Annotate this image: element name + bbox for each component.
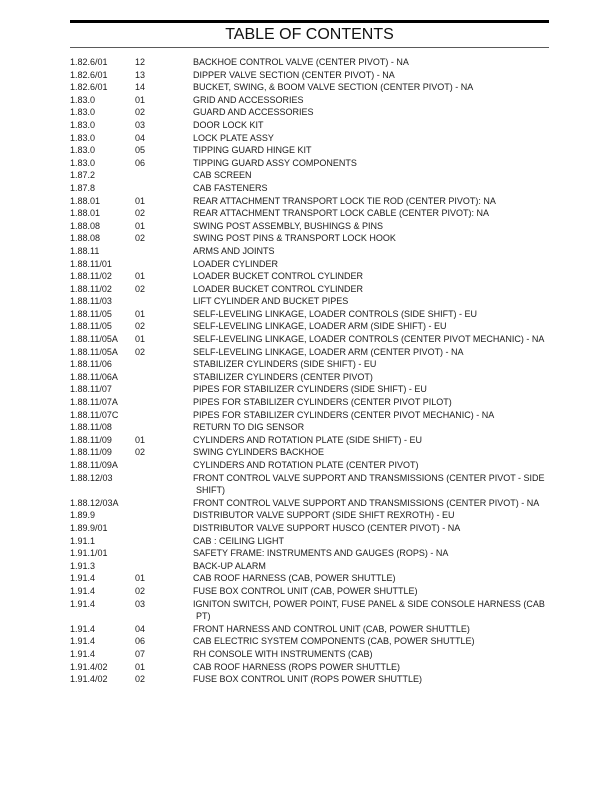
entry-description: SAFETY FRAME: INSTRUMENTS AND GAUGES (ROPS) - NA	[193, 548, 449, 559]
section-code: 1.91.1	[70, 535, 96, 546]
entry-description: DISTRIBUTOR VALVE SUPPORT HUSCO (CENTER PIVOT) - NA	[193, 522, 461, 533]
entry-description: DOOR LOCK KIT	[193, 119, 264, 130]
entry-description: SWING POST PINS & TRANSPORT LOCK HOOK	[193, 233, 396, 244]
sheet-number: 02	[135, 346, 146, 357]
toc-entry	[70, 572, 612, 585]
toc-entry	[70, 459, 612, 472]
toc-entry	[70, 195, 612, 208]
sheet-number: 03	[135, 598, 146, 609]
sheet-number: 02	[135, 674, 146, 685]
sheet-number: 04	[135, 623, 146, 634]
section-code: 1.88.11/06A	[70, 371, 118, 382]
toc-entry	[70, 106, 612, 119]
entry-description: CAB ROOF HARNESS (ROPS POWER SHUTTLE)	[193, 661, 401, 672]
sheet-number: 02	[135, 208, 146, 219]
toc-entry	[70, 547, 612, 560]
sheet-number: 03	[135, 119, 146, 130]
sheet-number: 02	[135, 447, 146, 458]
section-code: 1.88.11/03	[70, 296, 112, 307]
entry-description: PIPES FOR STABILIZER CYLINDERS (CENTER PIVOT MECHANIC) - NA	[193, 409, 495, 420]
section-code: 1.83.0	[70, 132, 96, 143]
section-code: 1.88.11/09A	[70, 460, 118, 470]
entry-description: ARMS AND JOINTS	[193, 245, 275, 256]
toc-entry	[70, 673, 612, 686]
entry-description: REAR ATTACHMENT TRANSPORT LOCK CABLE (CENTER PIVOT): NA	[193, 208, 490, 219]
toc-entry	[70, 220, 612, 233]
entry-description: RETURN TO DIG SENSOR	[193, 422, 305, 433]
sheet-number: 01	[135, 661, 146, 672]
toc-entry	[70, 81, 612, 94]
toc-entry	[70, 509, 612, 522]
section-code: 1.88.11/09	[70, 447, 112, 458]
toc-entry	[70, 56, 612, 69]
sheet-number: 07	[135, 648, 146, 659]
section-code: 1.91.4	[70, 648, 96, 659]
toc-entry	[70, 295, 612, 308]
entry-description: PIPES FOR STABILIZER CYLINDERS (CENTER PIVOT PILOT)	[193, 397, 452, 408]
section-code: 1.88.12/03	[70, 472, 113, 483]
toc-entry	[70, 409, 612, 422]
entry-description: CYLINDERS AND ROTATION PLATE (CENTER PIVOT)	[193, 460, 419, 470]
entry-description: CAB ROOF HARNESS (CAB, POWER SHUTTLE)	[193, 573, 396, 584]
toc-entry	[70, 270, 612, 283]
section-code: 1.88.12/03A	[70, 497, 119, 508]
sheet-number: 14	[135, 82, 146, 93]
toc-entry	[70, 119, 612, 132]
section-code: 1.88.11/05A	[70, 346, 118, 357]
section-code: 1.88.11/06	[70, 359, 112, 370]
toc-entry	[70, 623, 612, 636]
entry-description: FRONT CONTROL VALVE SUPPORT AND TRANSMISSIONS (CENTER PIVOT - SIDE SHIFT)	[193, 472, 545, 496]
section-code: 1.91.4/02	[70, 661, 108, 672]
toc-entry	[70, 648, 612, 661]
section-code: 1.88.11/01	[70, 258, 112, 269]
toc-entry	[70, 346, 612, 359]
sheet-number: 01	[135, 271, 146, 282]
section-code: 1.88.11/09	[70, 434, 112, 445]
toc-entry	[70, 535, 612, 548]
sheet-number: 01	[135, 308, 146, 319]
section-code: 1.88.11	[70, 245, 100, 256]
section-code: 1.88.11/02	[70, 283, 112, 294]
section-code: 1.89.9/01	[70, 522, 108, 533]
sheet-number: 06	[135, 636, 146, 647]
sheet-number: 01	[135, 334, 146, 345]
toc-entry	[70, 132, 612, 145]
entry-description: TIPPING GUARD HINGE KIT	[193, 145, 312, 156]
section-code: 1.88.08	[70, 220, 101, 231]
sheet-number: 02	[135, 585, 146, 596]
section-code: 1.87.8	[70, 182, 96, 193]
toc-entry	[70, 371, 612, 384]
header-bottom-rule	[70, 47, 549, 48]
sheet-number: 13	[135, 69, 146, 80]
toc-entry	[70, 157, 612, 170]
sheet-number: 01	[135, 434, 146, 445]
entry-description: CAB FASTENERS	[193, 182, 268, 193]
entry-description: REAR ATTACHMENT TRANSPORT LOCK TIE ROD (CENTER PIVOT): NA	[193, 195, 496, 206]
toc-list	[70, 56, 612, 686]
section-code: 1.91.4/02	[70, 674, 108, 685]
entry-description: SELF-LEVELING LINKAGE, LOADER CONTROLS (CENTER PIVOT MECHANIC) - NA	[193, 334, 545, 345]
sheet-number: 02	[135, 283, 146, 294]
toc-entry	[70, 472, 612, 497]
entry-description: FRONT HARNESS AND CONTROL UNIT (CAB, POWER SHUTTLE)	[193, 623, 470, 634]
section-code: 1.91.3	[70, 560, 96, 571]
toc-entry	[70, 283, 612, 296]
sheet-number: 05	[135, 145, 146, 156]
toc-entry	[70, 598, 612, 623]
entry-description: FUSE BOX CONTROL UNIT (ROPS POWER SHUTTLE)	[193, 674, 423, 685]
section-code: 1.88.01	[70, 195, 101, 206]
toc-entry	[70, 560, 612, 573]
entry-description: FUSE BOX CONTROL UNIT (CAB, POWER SHUTTLE)	[193, 585, 418, 596]
section-code: 1.88.11/07C	[70, 409, 119, 420]
section-code: 1.88.08	[70, 233, 101, 244]
entry-description: RH CONSOLE WITH INSTRUMENTS (CAB)	[193, 648, 373, 659]
toc-entry	[70, 358, 612, 371]
entry-description: TIPPING GUARD ASSY COMPONENTS	[193, 157, 357, 168]
sheet-number: 02	[135, 107, 146, 118]
entry-description: SELF-LEVELING LINKAGE, LOADER ARM (CENTER PIVOT) - NA	[193, 346, 464, 357]
sheet-number: 01	[135, 195, 146, 206]
entry-description: LIFT CYLINDER AND BUCKET PIPES	[193, 296, 349, 307]
toc-entry	[70, 497, 612, 510]
section-code: 1.88.11/05	[70, 321, 112, 332]
toc-entry	[70, 434, 612, 447]
section-code: 1.87.2	[70, 170, 96, 181]
toc-entry	[70, 245, 612, 258]
toc-entry	[70, 421, 612, 434]
entry-description: PIPES FOR STABILIZER CYLINDERS (SIDE SHIFT) - EU	[193, 384, 427, 395]
sheet-number: 01	[135, 573, 146, 584]
section-code: 1.88.11/07A	[70, 397, 118, 408]
section-code: 1.91.4	[70, 636, 96, 647]
sheet-number: 01	[135, 94, 146, 105]
section-code: 1.83.0	[70, 157, 96, 168]
section-code: 1.91.4	[70, 623, 96, 634]
entry-description: GRID AND ACCESSORIES	[193, 94, 304, 105]
section-code: 1.88.01	[70, 208, 101, 219]
toc-entry	[70, 635, 612, 648]
entry-description: DIPPER VALVE SECTION (CENTER PIVOT) - NA	[193, 69, 395, 80]
sheet-number: 12	[135, 57, 146, 67]
entry-description: LOADER CYLINDER	[193, 258, 279, 269]
toc-entry	[70, 94, 612, 107]
toc-entry	[70, 383, 612, 396]
entry-description: GUARD AND ACCESSORIES	[193, 107, 314, 118]
entry-description: FRONT CONTROL VALVE SUPPORT AND TRANSMISSIONS (CENTER PIVOT) - NA	[193, 497, 540, 508]
toc-entry	[70, 320, 612, 333]
entry-description: IGNITON SWITCH, POWER POINT, FUSE PANEL & SIDE CONSOLE HARNESS (CAB PT)	[193, 598, 545, 622]
toc-entry	[70, 169, 612, 182]
entry-description: DISTRIBUTOR VALVE SUPPORT (SIDE SHIFT REXROTH) - EU	[193, 510, 455, 521]
entry-description: CAB ELECTRIC SYSTEM COMPONENTS (CAB, POWER SHUTTLE)	[193, 636, 475, 647]
section-code: 1.91.1/01	[70, 548, 108, 559]
toc-entry	[70, 308, 612, 321]
entry-description: LOCK PLATE ASSY	[193, 132, 274, 143]
toc-entry	[70, 182, 612, 195]
toc-entry	[70, 396, 612, 409]
toc-entry	[70, 661, 612, 674]
section-code: 1.83.0	[70, 145, 96, 156]
toc-entry	[70, 232, 612, 245]
section-code: 1.88.11/05A	[70, 334, 118, 345]
section-code: 1.91.4	[70, 573, 96, 584]
toc-entry	[70, 69, 612, 82]
entry-description: STABILIZER CYLINDERS (SIDE SHIFT) - EU	[193, 359, 377, 370]
section-code: 1.91.4	[70, 585, 96, 596]
entry-description: LOADER BUCKET CONTROL CYLINDER	[193, 271, 364, 282]
section-code: 1.83.0	[70, 94, 96, 105]
toc-entry	[70, 333, 612, 346]
sheet-number: 02	[135, 233, 146, 244]
sheet-number: 01	[135, 220, 146, 231]
page-title: TABLE OF CONTENTS	[225, 26, 394, 43]
entry-description: BACKHOE CONTROL VALVE (CENTER PIVOT) - NA	[193, 57, 409, 67]
entry-description: BUCKET, SWING, & BOOM VALVE SECTION (CENTER PIVOT) - NA	[193, 82, 474, 93]
entry-description: SELF-LEVELING LINKAGE, LOADER ARM (SIDE SHIFT) - EU	[193, 321, 447, 332]
toc-entry	[70, 446, 612, 459]
entry-description: SWING POST ASSEMBLY, BUSHINGS & PINS	[193, 220, 384, 231]
entry-description: LOADER BUCKET CONTROL CYLINDER	[193, 283, 364, 294]
page-header	[70, 20, 549, 48]
entry-description: SWING CYLINDERS BACKHOE	[193, 447, 325, 458]
sheet-number: 06	[135, 157, 146, 168]
toc-entry	[70, 522, 612, 535]
toc-entry	[70, 258, 612, 271]
section-code: 1.88.11/05	[70, 308, 112, 319]
entry-description: BACK-UP ALARM	[193, 560, 266, 571]
entry-description: CAB : CEILING LIGHT	[193, 535, 285, 546]
entry-description: SELF-LEVELING LINKAGE, LOADER CONTROLS (SIDE SHIFT) - EU	[193, 308, 478, 319]
toc-entry	[70, 144, 612, 157]
sheet-number: 04	[135, 132, 146, 143]
toc-entry	[70, 207, 612, 220]
section-code: 1.91.4	[70, 598, 96, 609]
sheet-number: 02	[135, 321, 146, 332]
entry-description: CAB SCREEN	[193, 170, 252, 181]
section-code: 1.89.9	[70, 510, 96, 521]
section-code: 1.82.6/01	[70, 69, 108, 80]
section-code: 1.88.11/07	[70, 384, 112, 395]
section-code: 1.88.11/08	[70, 422, 112, 433]
entry-description: CYLINDERS AND ROTATION PLATE (SIDE SHIFT) - EU	[193, 434, 423, 445]
section-code: 1.82.6/01	[70, 82, 108, 93]
section-code: 1.83.0	[70, 119, 96, 130]
section-code: 1.82.6/01	[70, 57, 108, 67]
entry-description: STABILIZER CYLINDERS (CENTER PIVOT)	[193, 371, 373, 382]
section-code: 1.88.11/02	[70, 271, 112, 282]
toc-entry	[70, 585, 612, 598]
section-code: 1.83.0	[70, 107, 96, 118]
